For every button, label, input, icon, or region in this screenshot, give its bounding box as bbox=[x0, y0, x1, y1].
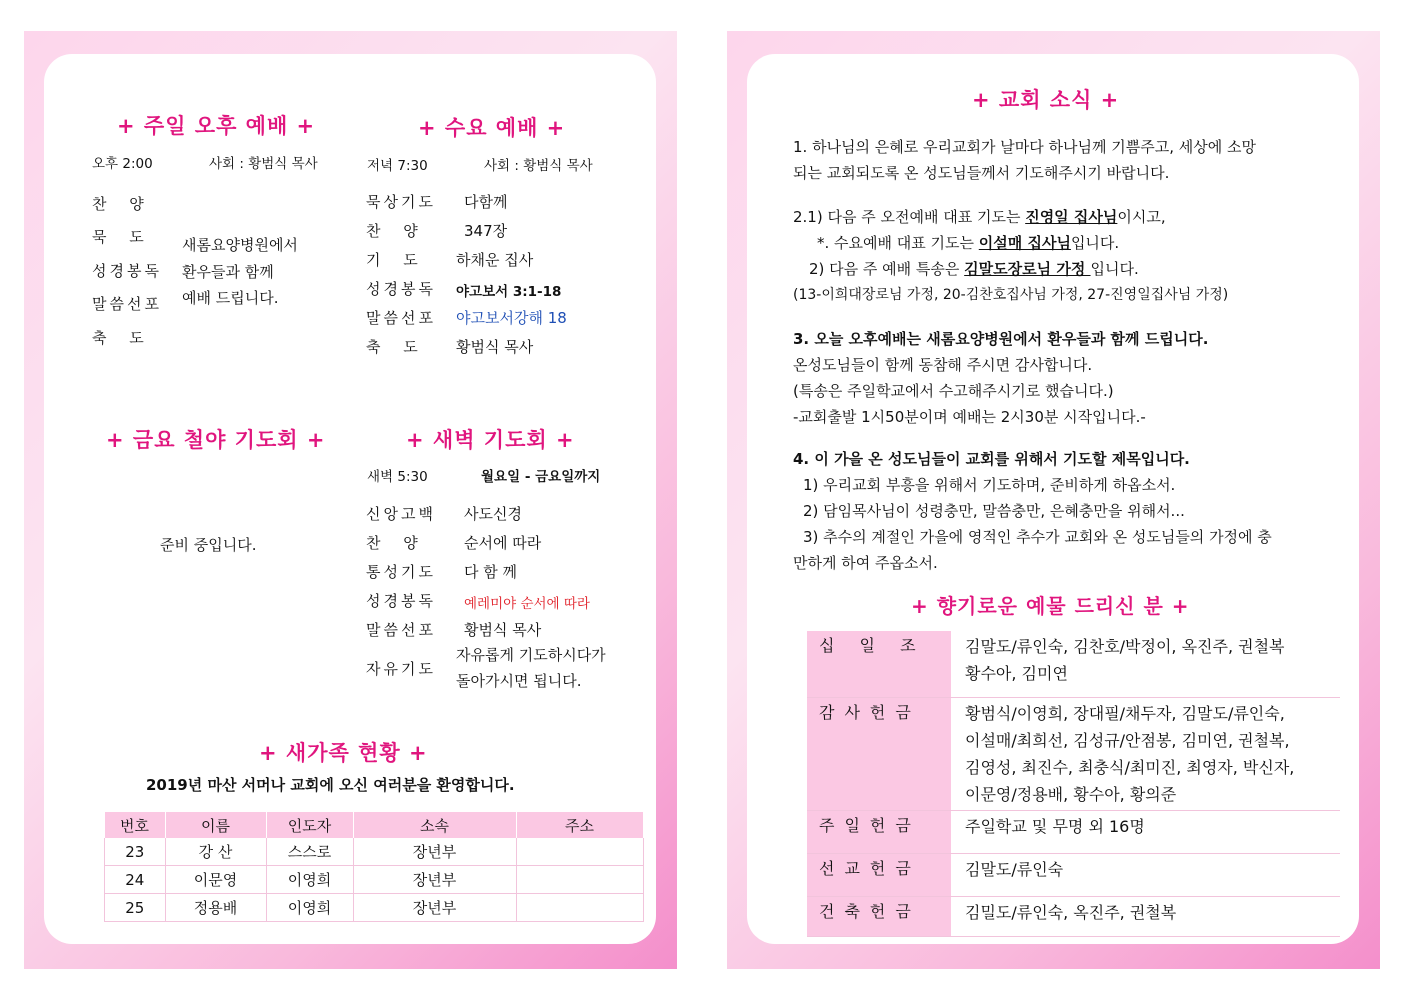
wednesday-row-value: 야고보서 3:1-18 bbox=[456, 284, 562, 300]
dawn-row-label: 찬 양 bbox=[366, 534, 427, 552]
table-row bbox=[807, 854, 1340, 897]
wednesday-row-value: 야고보서강해 18 bbox=[456, 309, 567, 327]
wednesday-row-label: 축 도 bbox=[366, 338, 427, 356]
table-cell: 스스로 bbox=[266, 838, 353, 866]
wednesday-row-label: 묵상기도 bbox=[366, 193, 436, 211]
table-cell: 24 bbox=[105, 866, 166, 894]
table-cell: 25 bbox=[105, 894, 166, 922]
dawn-row-value: 황범식 목사 bbox=[464, 621, 542, 639]
dawn-row-label: 통성기도 bbox=[366, 563, 436, 581]
table-row bbox=[105, 866, 644, 894]
wednesday-row-value: 황범식 목사 bbox=[456, 338, 534, 356]
offering-givers: 김밀도/류인숙, 옥진주, 권철복 bbox=[951, 897, 1340, 937]
news-item3-line: 3. 오늘 오후예배는 새롬요양병원에서 환우들과 함께 드립니다. bbox=[793, 330, 1209, 348]
wednesday-row-label: 말씀선포 bbox=[366, 309, 436, 327]
news-item2-line bbox=[793, 204, 1166, 230]
dawn-row-value: 사도신경 bbox=[464, 505, 522, 523]
table-cell: 이영희 bbox=[266, 866, 353, 894]
news-item3-line: -교회출발 1시50분이며 예배는 2시30분 시작입니다.- bbox=[793, 408, 1146, 426]
dawn-prayer-title: + 새벽 기도회 + bbox=[406, 428, 575, 452]
table-cell bbox=[516, 866, 643, 894]
newcomers-title: + 새가족 현황 + bbox=[259, 741, 428, 765]
news-item2-line bbox=[817, 230, 1119, 256]
church-news-title: + 교회 소식 + bbox=[972, 88, 1120, 112]
column-header: 이름 bbox=[165, 812, 266, 838]
offering-title: + 향기로운 예물 드리신 분 + bbox=[911, 594, 1190, 618]
table-row bbox=[807, 631, 1340, 698]
column-header: 소속 bbox=[353, 812, 516, 838]
wednesday-worship-title: + 수요 예배 + bbox=[418, 116, 566, 140]
offering-category: 주일헌금 bbox=[807, 811, 951, 854]
dawn-row-value: 순서에 따라 bbox=[464, 534, 542, 552]
news-item2-line: (13-이희대장로님 가정, 20-김찬호집사님 가정, 27-진영일집사님 가정) bbox=[793, 287, 1229, 303]
friday-prayer-note: 준비 중입니다. bbox=[160, 536, 257, 554]
dawn-days: 월요일 - 금요일까지 bbox=[481, 469, 601, 485]
wednesday-row-label: 찬 양 bbox=[366, 222, 427, 240]
news-text: 이시고, bbox=[1117, 208, 1166, 226]
dawn-time: 새벽 5:30 bbox=[367, 469, 428, 485]
dawn-row-label: 성경봉독 bbox=[366, 592, 436, 610]
offering-category: 건축헌금 bbox=[807, 897, 951, 937]
dawn-row-label: 말씀선포 bbox=[366, 621, 436, 639]
news-item4-line: 4. 이 가을 온 성도님들이 교회를 위해서 기도할 제목입니다. bbox=[793, 450, 1190, 468]
news-item4-line: 2) 담임목사님이 성령충만, 말씀충만, 은혜충만을 위해서... bbox=[803, 502, 1185, 520]
table-row bbox=[807, 811, 1340, 854]
news-item4-line: 3) 추수의 계절인 가을에 영적인 추수가 교회와 온 성도님들의 가정에 충 bbox=[803, 528, 1272, 546]
friday-prayer-title: + 금요 철야 기도회 + bbox=[106, 428, 326, 452]
dawn-row-label: 자유기도 bbox=[366, 660, 436, 678]
news-text: 2.1) 다음 주 오전예배 대표 기도는 bbox=[793, 208, 1026, 226]
news-item1-line: 1. 하나님의 은혜로 우리교회가 날마다 하나님께 기쁨주고, 세상에 소망 bbox=[793, 138, 1256, 156]
news-text: 2) 다음 주 예배 특송은 bbox=[809, 260, 965, 278]
column-header: 번호 bbox=[105, 812, 166, 838]
news-text: 입니다. bbox=[1090, 260, 1139, 278]
dawn-row-value: 예레미야 순서에 따라 bbox=[464, 596, 590, 612]
wednesday-row-value: 347장 bbox=[464, 222, 508, 240]
prayer-leader-name: 이설매 집사님 bbox=[978, 234, 1071, 252]
wednesday-row-value: 하채운 집사 bbox=[456, 251, 534, 269]
offering-givers: 김말도/류인숙, 김찬호/박정이, 옥진주, 권철복 황수아, 김미연 bbox=[951, 631, 1340, 698]
offering-category: 십 일 조 bbox=[807, 631, 951, 698]
dawn-row-value: 다 함 께 bbox=[464, 563, 518, 581]
wednesday-row-value: 다함께 bbox=[464, 193, 508, 211]
news-item1-line: 되는 교회되도록 온 성도님들께서 기도해주시기 바랍니다. bbox=[793, 164, 1170, 182]
wednesday-row-label: 기 도 bbox=[366, 251, 427, 269]
offering-category: 선교헌금 bbox=[807, 854, 951, 897]
sunday-time: 오후 2:00 bbox=[92, 156, 153, 172]
sunday-row-label: 묵 도 bbox=[92, 228, 153, 246]
left-page bbox=[24, 31, 677, 969]
dawn-row-label: 신앙고백 bbox=[366, 505, 436, 523]
offering-givers: 황범식/이영희, 장대필/채두자, 김말도/류인숙, 이설매/최희선, 김성규/안점봉, 김미연, 권철복, 김영성, 최진수, 최충식/최미진, 최영자, 박신자, 이문영/정용배, 황수아, 황의준 bbox=[951, 698, 1340, 811]
table-cell: 23 bbox=[105, 838, 166, 866]
news-text: *. 수요예배 대표 기도는 bbox=[817, 234, 979, 252]
wednesday-row-label: 성경봉독 bbox=[366, 280, 436, 298]
prayer-leader-name: 진영일 집사님 bbox=[1025, 208, 1118, 226]
sunday-note-line: 새롬요양병원에서 bbox=[182, 236, 298, 254]
table-row bbox=[807, 897, 1340, 937]
left-page-content bbox=[44, 54, 656, 944]
newcomers-table bbox=[104, 812, 644, 922]
sunday-row-label: 말씀선포 bbox=[92, 295, 162, 313]
sunday-row-label: 축 도 bbox=[92, 329, 153, 347]
offering-givers: 주일학교 및 무명 외 16명 bbox=[951, 811, 1340, 854]
column-header: 주소 bbox=[516, 812, 643, 838]
table-cell bbox=[516, 838, 643, 866]
right-page bbox=[727, 31, 1380, 969]
dawn-row-value: 자유롭게 기도하시다가 bbox=[456, 646, 606, 664]
sunday-row-label: 찬 양 bbox=[92, 195, 153, 213]
sunday-worship-title: + 주일 오후 예배 + bbox=[117, 114, 316, 138]
dawn-row-value: 돌아가시면 됩니다. bbox=[456, 672, 582, 690]
wednesday-time: 저녁 7:30 bbox=[367, 158, 428, 174]
news-item3-line: (특송은 주일학교에서 수고해주시기로 했습니다.) bbox=[793, 382, 1114, 400]
news-item2-line bbox=[809, 256, 1139, 282]
table-cell: 이문영 bbox=[165, 866, 266, 894]
news-item4-line: 1) 우리교회 부흥을 위해서 기도하며, 준비하게 하옵소서. bbox=[803, 476, 1176, 494]
table-cell bbox=[516, 894, 643, 922]
table-row bbox=[807, 698, 1340, 811]
table-cell: 장년부 bbox=[353, 894, 516, 922]
right-page-content bbox=[747, 54, 1359, 944]
sunday-row-label: 성경봉독 bbox=[92, 262, 162, 280]
table-row bbox=[105, 894, 644, 922]
news-item4-line: 만하게 하여 주옵소서. bbox=[793, 554, 938, 572]
newcomers-subtitle: 2019년 마산 서머나 교회에 오신 여러분을 환영합니다. bbox=[146, 776, 515, 794]
offering-table bbox=[807, 631, 1340, 937]
sunday-host: 사회 : 황범식 목사 bbox=[209, 156, 318, 172]
table-cell: 정용배 bbox=[165, 894, 266, 922]
offering-category: 감사헌금 bbox=[807, 698, 951, 811]
sunday-note-line: 환우들과 함께 bbox=[182, 263, 274, 281]
news-item3-line: 온성도님들이 함께 동참해 주시면 감사합니다. bbox=[793, 356, 1093, 374]
column-header: 인도자 bbox=[266, 812, 353, 838]
table-cell: 이영희 bbox=[266, 894, 353, 922]
table-cell: 장년부 bbox=[353, 838, 516, 866]
news-text: 입니다. bbox=[1070, 234, 1120, 252]
table-row bbox=[105, 838, 644, 866]
table-cell: 장년부 bbox=[353, 866, 516, 894]
table-cell: 강 산 bbox=[165, 838, 266, 866]
special-song-name: 김말도장로님 가정 bbox=[964, 260, 1091, 278]
offering-givers: 김말도/류인숙 bbox=[951, 854, 1340, 897]
wednesday-host: 사회 : 황범식 목사 bbox=[484, 158, 593, 174]
sunday-note-line: 예배 드립니다. bbox=[182, 289, 279, 307]
table-header-row bbox=[105, 812, 644, 838]
